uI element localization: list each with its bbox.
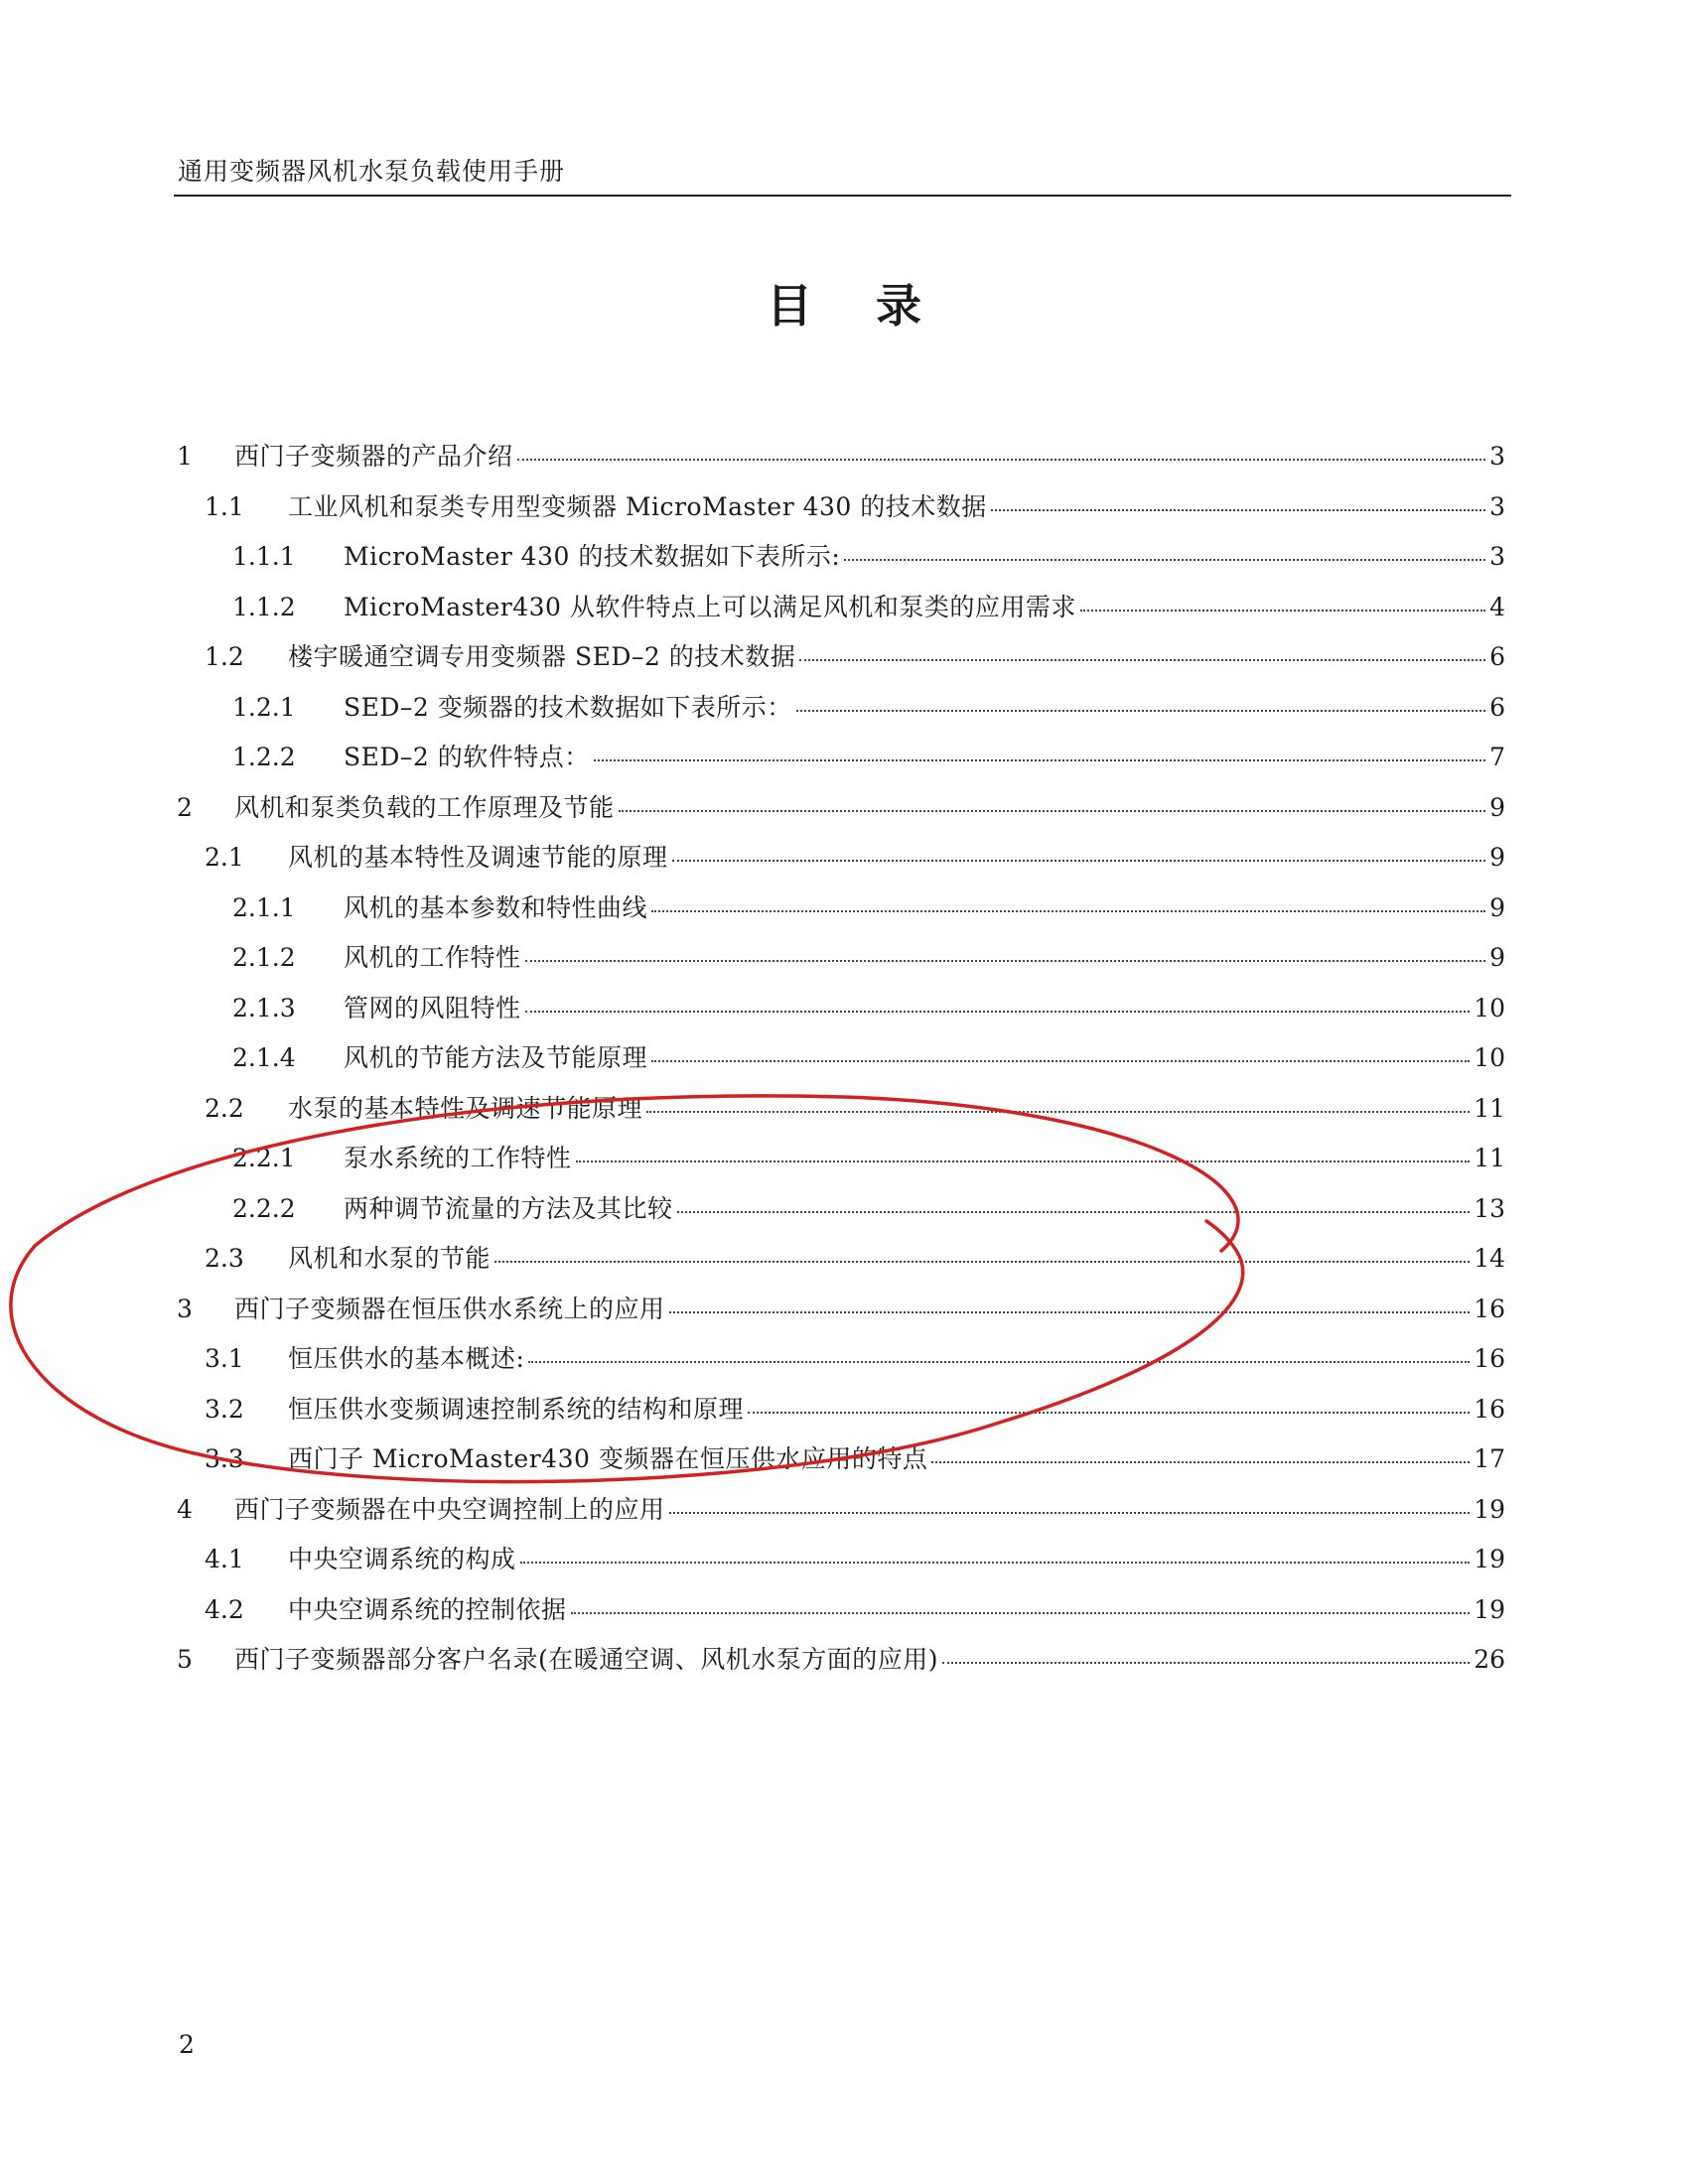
toc-entry-number: 2.3 [205,1244,244,1273]
toc-entry[interactable] [232,933,1505,983]
toc-entry-title: SED–2 的软件特点： [344,743,590,771]
toc-entry[interactable] [232,1184,1505,1234]
toc-entry-title: SED–2 变频器的技术数据如下表所示： [344,692,792,722]
toc-entry-page: 4 [1489,592,1505,621]
toc-entry[interactable] [205,1535,1505,1584]
toc-entry-title: 风机的工作特性 [344,943,521,972]
toc-dot-leader [651,910,1485,912]
toc-entry-number: 4.2 [205,1594,244,1624]
toc-entry-title: 中央空调系统的构成 [288,1545,516,1573]
toc-entry-number: 4.1 [205,1545,244,1573]
toc-entry-title: 恒压供水的基本概述: [288,1344,525,1373]
toc-entry-page: 26 [1474,1645,1505,1674]
page-header [174,155,1511,197]
toc-entry-page: 17 [1474,1444,1505,1473]
toc-entry-page: 19 [1474,1494,1505,1524]
toc-entry-page: 9 [1489,792,1505,822]
toc-entry-title: 泵水系统的工作特性 [344,1144,572,1172]
toc-entry[interactable] [177,783,1505,833]
toc-entry-title: 风机的节能方法及节能原理 [344,1043,648,1072]
toc-entry-page: 11 [1474,1093,1505,1123]
toc-entry-title: 管网的风阻特性 [344,993,521,1023]
toc-dot-leader [520,1562,1471,1564]
toc-dot-leader [942,1662,1470,1664]
toc-entry[interactable] [232,683,1505,733]
toc-dot-leader [796,710,1485,712]
toc-entry-title: 风机的基本参数和特性曲线 [344,892,648,922]
toc-entry-number: 1.1 [205,491,244,521]
toc-entry[interactable] [177,1285,1505,1334]
toc-entry-number: 2.1 [205,843,244,872]
toc-dot-leader [672,860,1486,862]
toc-entry[interactable] [232,984,1505,1033]
toc-entry-number: 3 [177,1294,193,1323]
toc-entry-page: 19 [1474,1594,1505,1624]
toc-entry-page: 11 [1474,1144,1505,1172]
toc-entry-page: 3 [1489,542,1505,571]
toc-entry-number: 1 [177,442,193,471]
toc-entry-title: 风机的基本特性及调速节能的原理 [288,843,668,872]
toc-entry-number: 2 [177,792,193,822]
toc-entry-number: 2.1.2 [232,943,296,972]
toc-entry-page: 9 [1489,892,1505,922]
toc-entry[interactable] [177,432,1505,481]
toc-entry-title: MicroMaster430 从软件特点上可以满足风机和泵类的应用需求 [344,592,1076,621]
toc-entry-page: 9 [1489,843,1505,872]
toc-dot-leader [525,1011,1471,1013]
toc-dot-leader [576,1160,1471,1162]
toc-dot-leader [669,1512,1471,1514]
toc-dot-leader [619,810,1486,812]
toc-entry[interactable] [205,1385,1505,1434]
toc-entry-number: 1.1.2 [232,592,296,621]
toc-entry-number: 2.1.1 [232,892,296,922]
toc-entry-title: 西门子变频器部分客户名录(在暖通空调、风机水泵方面的应用) [234,1645,939,1674]
toc-entry[interactable] [205,1234,1505,1284]
page-number: 2 [179,2030,195,2059]
toc-entry-title: 楼宇暖通空调专用变频器 SED–2 的技术数据 [288,642,796,671]
toc-entry-title: 两种调节流量的方法及其比较 [344,1193,673,1223]
toc-dot-leader [646,1111,1470,1113]
toc-entry-page: 3 [1489,491,1505,521]
toc-entry-title: MicroMaster 430 的技术数据如下表所示: [344,542,841,571]
toc-entry-page: 7 [1489,743,1505,771]
toc-entry-number: 2.2.2 [232,1193,296,1223]
toc-dot-leader [991,509,1485,511]
toc-entry[interactable] [232,1033,1505,1083]
toc-entry-title: 工业风机和泵类专用型变频器 MicroMaster 430 的技术数据 [288,491,987,521]
toc-dot-leader [669,1311,1471,1313]
toc-entry[interactable] [205,1084,1505,1134]
toc-entry-number: 5 [177,1645,193,1674]
toc-entry[interactable] [205,833,1505,883]
toc-entry[interactable] [205,1334,1505,1384]
toc-entry-number: 2.2.1 [232,1144,296,1172]
toc-entry-title: 风机和泵类负载的工作原理及节能 [234,792,615,822]
toc-entry-title: 西门子变频器在恒压供水系统上的应用 [234,1294,665,1323]
toc-dot-leader [1080,610,1485,612]
toc-dot-leader [517,459,1486,461]
toc-entry-page: 3 [1489,442,1505,471]
toc-entry-number: 2.1.3 [232,993,296,1023]
toc-dot-leader [844,559,1485,561]
toc-entry-page: 13 [1474,1193,1505,1223]
toc-entry-page: 6 [1489,692,1505,722]
toc-entry-title: 恒压供水变频调速控制系统的结构和原理 [288,1394,745,1424]
toc-entry-number: 3.2 [205,1394,244,1424]
toc-entry-number: 1.2.1 [232,692,296,722]
toc-entry-title: 风机和水泵的节能 [288,1244,492,1273]
toc-entry[interactable] [232,583,1505,632]
toc-entry[interactable] [205,1585,1505,1635]
toc-entry-title: 西门子变频器在中央空调控制上的应用 [234,1494,665,1524]
toc-entry[interactable] [177,1485,1505,1535]
toc-entry[interactable] [177,1635,1505,1685]
toc-entry[interactable] [232,1134,1505,1183]
toc-heading: 目 录 [766,279,945,333]
toc-entry[interactable] [205,632,1505,682]
toc-entry[interactable] [205,482,1505,532]
toc-dot-leader [651,1060,1470,1062]
toc-entry-title: 中央空调系统的控制依据 [288,1594,567,1624]
toc-entry-title: 西门子变频器的产品介绍 [234,442,513,471]
toc-entry-page: 19 [1474,1545,1505,1573]
toc-entry-number: 4 [177,1494,193,1524]
toc-entry[interactable] [232,884,1505,933]
toc-entry-page: 10 [1474,993,1505,1023]
toc-dot-leader [571,1612,1471,1614]
toc-entry-page: 10 [1474,1043,1505,1072]
toc-entry[interactable] [232,532,1505,582]
toc-entry-page: 16 [1474,1344,1505,1373]
toc-entry-page: 6 [1489,642,1505,671]
toc-entry[interactable] [232,733,1505,782]
toc-entry-title: 西门子 MicroMaster430 变频器在恒压供水应用的特点 [288,1444,928,1473]
toc-dot-leader [594,759,1485,761]
toc-entry-page: 16 [1474,1394,1505,1424]
toc-dot-leader [799,659,1485,661]
toc-entry-number: 2.1.4 [232,1043,296,1072]
toc-entry-page: 9 [1489,943,1505,972]
toc-entry-page: 14 [1474,1244,1505,1273]
toc-entry-number: 3.1 [205,1344,244,1373]
toc-dot-leader [525,960,1486,962]
toc-entry-page: 16 [1474,1294,1505,1323]
toc-entry[interactable] [205,1434,1505,1484]
toc-dot-leader [494,1261,1470,1263]
toc-dot-leader [931,1461,1470,1463]
toc-entry-number: 1.2.2 [232,743,296,771]
toc-entry-number: 2.2 [205,1093,244,1123]
toc-dot-leader [677,1211,1471,1213]
toc-dot-leader [748,1412,1470,1414]
toc-entry-number: 1.1.1 [232,542,296,571]
toc-entry-number: 1.2 [205,642,244,671]
toc-entry-number: 3.3 [205,1444,244,1473]
toc-entry-title: 水泵的基本特性及调速节能原理 [288,1093,643,1123]
document-title: 通用变频器风机水泵负载使用手册 [178,157,566,186]
toc-dot-leader [528,1361,1470,1363]
